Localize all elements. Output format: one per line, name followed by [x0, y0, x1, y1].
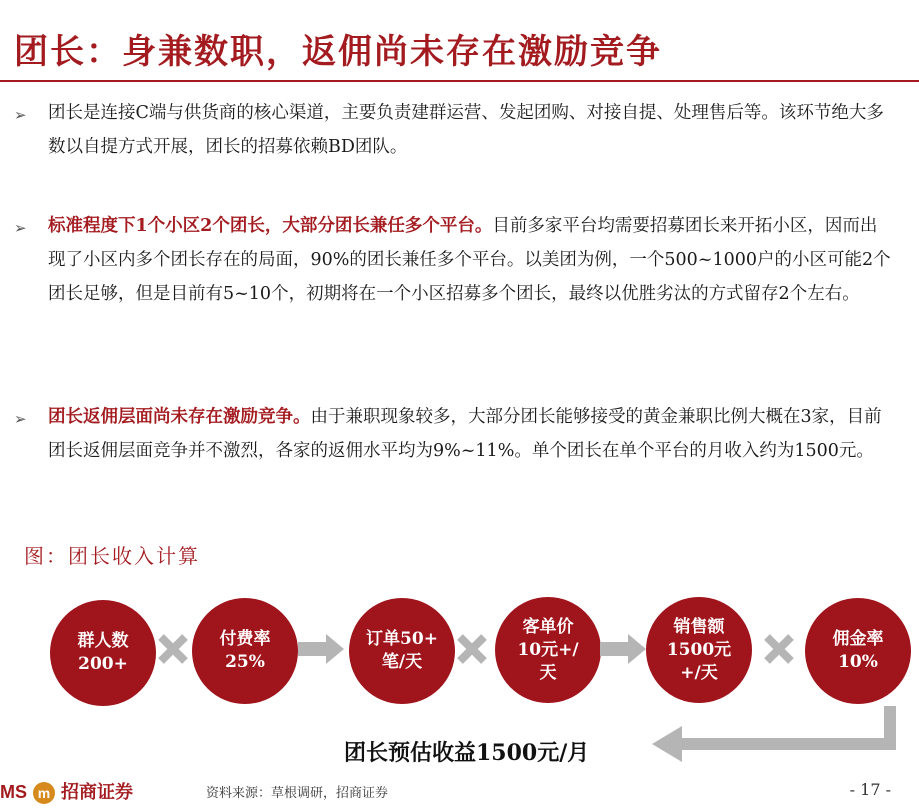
bullet-text: [48, 209, 894, 311]
flow-step-sales: [646, 597, 752, 703]
logo-name: 招商证券: [61, 782, 133, 802]
step-value: 10元+/: [517, 639, 579, 660]
arrow-right-icon: [600, 632, 648, 666]
bullet-text: [48, 400, 894, 468]
multiply-icon: [156, 632, 190, 666]
step-value: 200+: [78, 654, 128, 674]
triangle-arrow-icon: ➢: [14, 106, 27, 124]
bullet-highlight: 团长返佣层面尚未存在激励竞争。: [48, 407, 311, 427]
flow-step-group-size: [50, 600, 156, 706]
multiply-icon: [455, 632, 489, 666]
arrow-right-icon: [298, 632, 346, 666]
step-value: 笔/天: [381, 652, 423, 672]
title-divider: [0, 80, 919, 82]
triangle-arrow-icon: ➢: [14, 219, 27, 237]
page-title: 团长：身兼数职，返佣尚未存在激励竞争: [14, 32, 662, 72]
logo-badge-icon: m: [33, 782, 55, 804]
flow-step-commission: [805, 598, 911, 704]
step-label: 客单价: [522, 616, 574, 637]
step-value-cont: +/天: [680, 662, 718, 683]
bullet-item-2: [14, 209, 894, 311]
bullet-body: 由于兼职现象较多，大部分团长能够接受的黄金兼职比例大概在3家，目前团长返佣层面竞争并不激烈，各家的返佣水平均为9%~11%。单个团长在单个平台的月收入约为1500元。: [48, 407, 882, 461]
source-note: 资料来源：草根调研，招商证券: [206, 786, 389, 801]
flow-step-unit-price: [495, 597, 601, 703]
bullet-text: [48, 96, 894, 164]
flow-step-orders: [349, 598, 455, 704]
bullet-item-1: [14, 96, 894, 164]
result-label: 团长预估收益1500元/月: [344, 740, 590, 766]
step-label: 付费率: [219, 629, 271, 649]
page-number: - 17 -: [849, 780, 891, 799]
step-value: 1500元: [666, 639, 732, 660]
flow-step-pay-rate: [192, 598, 298, 704]
step-label: 销售额: [673, 616, 725, 637]
bullet-item-3: [14, 400, 894, 468]
step-value-cont: 天: [539, 662, 557, 683]
bullet-body: 团长是连接C端与供货商的核心渠道，主要负责建群运营、发起团购、对接自提、处理售后等。该环节绝大多数以自提方式开展，团长的招募依赖BD团队。: [48, 103, 884, 157]
bullet-body: 目前多家平台均需要招募团长来开拓小区，因而出现了小区内多个团长存在的局面，90%的团长兼任多个平台。以美团为例，一个500~1000户的小区可能2个团长足够，但是目前有5~10个，初期将在一个小区招募多个团长，最终以优胜劣汰的方式留存2个左右。: [48, 216, 891, 304]
company-logo: [0, 778, 133, 804]
figure-caption: 图：团长收入计算: [24, 544, 200, 568]
step-value: 25%: [225, 652, 265, 672]
return-arrow-icon: [648, 706, 898, 768]
triangle-arrow-icon: ➢: [14, 410, 27, 428]
step-value: 10%: [838, 652, 878, 672]
step-label: 佣金率: [832, 629, 884, 649]
step-label: 群人数: [77, 631, 129, 651]
step-label: 订单50+: [366, 629, 438, 649]
logo-prefix: MS: [0, 782, 27, 802]
bullet-highlight: 标准程度下1个小区2个团长，大部分团长兼任多个平台。: [48, 216, 493, 236]
multiply-icon: [762, 632, 796, 666]
